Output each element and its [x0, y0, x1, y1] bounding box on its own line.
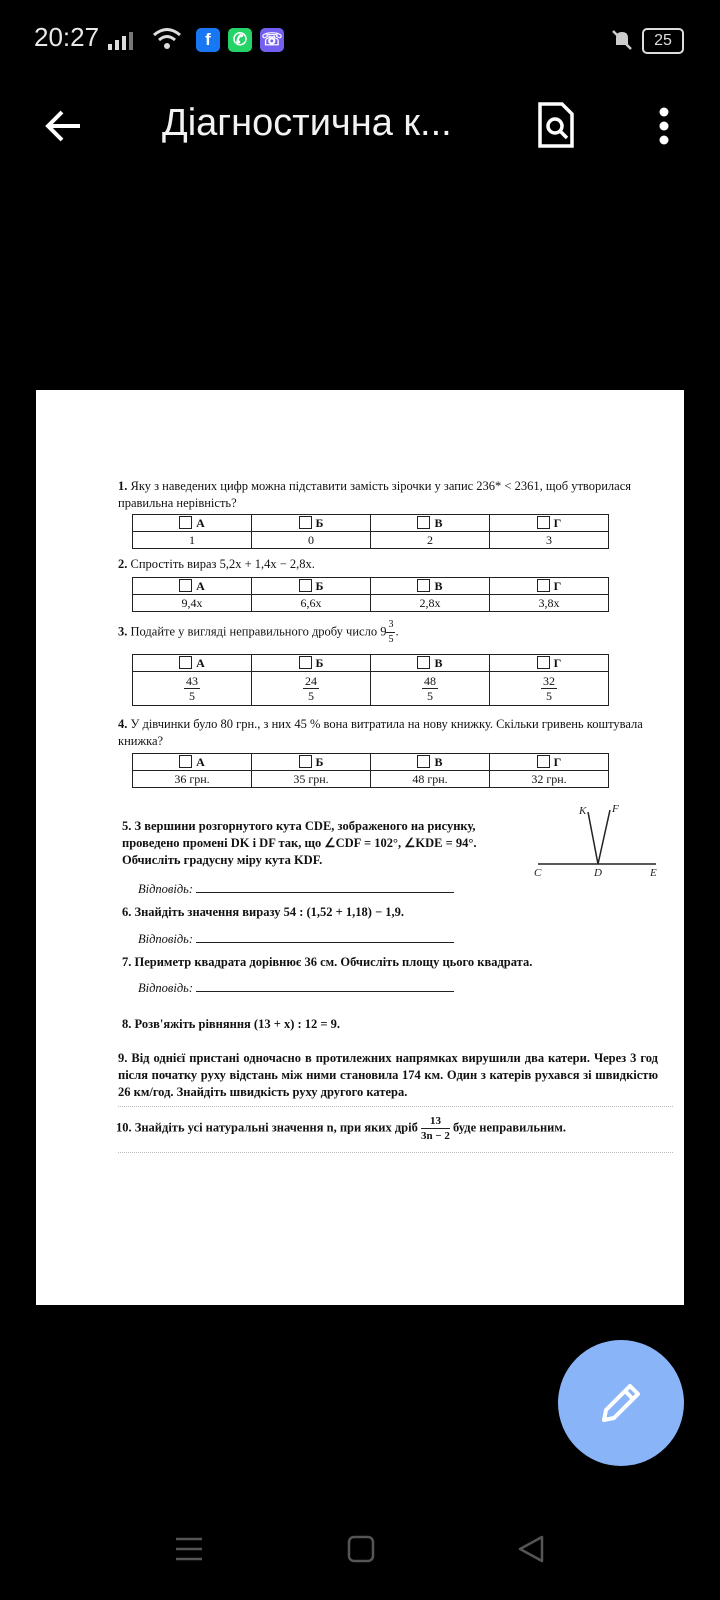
checkbox [417, 516, 430, 529]
question-10: 10. Знайдіть усі натуральні значення n, при яких дріб $\frac{13}{3n - 2}$ буде неправильним. [116, 1115, 567, 1142]
checkbox [537, 516, 550, 529]
question-9: 9. Від однієї пристані одночасно в протилежних напрямках вирушили два катери. Через 3 год після початку руху відстань між ними становила 174 км. Один з катерів рухався зі швидкістю 26 км/год. Знайдіть швидкість руху другого катера. [118, 1051, 658, 1099]
option-d[interactable]: Г [490, 515, 609, 532]
checkbox [299, 579, 312, 592]
checkbox [179, 755, 192, 768]
signal-icon [108, 32, 142, 50]
option-value: 2 [371, 532, 490, 549]
question-6: 6. Знайдіть значення виразу 54 : (1,52 + 1,18) − 1,9. [122, 905, 405, 919]
back-nav-icon[interactable] [516, 1534, 546, 1564]
phone-icon: ✆ [228, 28, 252, 52]
option-b[interactable]: Б [252, 578, 371, 595]
option-value: 6,6x [252, 595, 371, 612]
wifi-icon [152, 26, 182, 50]
option-a[interactable]: А [133, 578, 252, 595]
question-5: 5. З вершини розгорнутого кута CDE, зображеного на рисунку, проведено промені DK і DF так, що ∠CDF = 102°, ∠KDE = 94°. Обчисліть градусну міру кута KDF. [122, 819, 477, 867]
question-9-text: Від однієї пристані одночасно в протилежних напрямках вирушили два катери. Через 3 год після початку руху відстань між ними становила 174 км. Один з катерів рухався зі швидкістю 26 км/год. Знайдіть швидкість руху другого катера. [118, 1051, 658, 1099]
divider [118, 1152, 673, 1153]
checkbox [299, 755, 312, 768]
option-value: 9,4x [133, 595, 252, 612]
question-7: 7. Периметр квадрата дорівнює 36 см. Обчисліть площу цього квадрата. [122, 955, 533, 969]
answer-label: Відповідь: [138, 932, 194, 946]
edit-button[interactable] [558, 1340, 684, 1466]
option-b[interactable]: Б [252, 515, 371, 532]
option-b[interactable]: Б [252, 655, 371, 672]
option-a[interactable]: А [133, 754, 252, 771]
option-value: 36 грн. [133, 771, 252, 788]
option-a[interactable]: А [133, 655, 252, 672]
option-d[interactable]: Г [490, 578, 609, 595]
question-1: 1. Яку з наведених цифр можна підставити замість зірочки у запис 236* < 2361, щоб утворилася правильна нерівність? [118, 479, 632, 510]
question-4-text: У дівчинки було 80 грн., з них 45 % вона витратила на нову книжку. Скільки гривень коштувала книжка? [118, 717, 643, 748]
question-3: 3. Подайте у вигляді неправильного дробу число 9 $\frac{3}{5}$. [118, 619, 399, 645]
option-value: 0 [252, 532, 371, 549]
question-10-text: Знайдіть усі натуральні значення n, при яких дріб [134, 1120, 418, 1135]
answer-line[interactable] [196, 979, 454, 992]
option-a[interactable]: А [133, 515, 252, 532]
answer-line[interactable] [196, 880, 454, 893]
pencil-icon [596, 1378, 646, 1428]
option-value: 3,8x [490, 595, 609, 612]
checkbox [537, 755, 550, 768]
viber-icon: ☏ [260, 28, 284, 52]
answer-label: Відповідь: [138, 981, 194, 995]
home-icon[interactable] [346, 1534, 376, 1564]
checkbox [417, 755, 430, 768]
question-7-text: Периметр квадрата дорівнює 36 см. Обчисліть площу цього квадрата. [134, 955, 533, 969]
search-document-icon[interactable] [536, 102, 576, 148]
option-value: 32 грн. [490, 771, 609, 788]
option-value: 48 грн. [371, 771, 490, 788]
option-value: 3 [490, 532, 609, 549]
divider [118, 1106, 673, 1107]
answer-row-6 [138, 930, 454, 948]
checkbox [537, 656, 550, 669]
document-page[interactable] [36, 390, 684, 1305]
answer-table-4 [132, 753, 609, 788]
checkbox [179, 516, 192, 529]
label-k: K [579, 805, 587, 817]
answer-line[interactable] [196, 930, 454, 943]
option-c[interactable]: В [371, 655, 490, 672]
answer-label: Відповідь: [138, 882, 194, 896]
battery-indicator: 25 [642, 28, 684, 54]
checkbox [179, 656, 192, 669]
label-d: D [594, 867, 602, 876]
checkbox [299, 516, 312, 529]
option-value: 2,8x [371, 595, 490, 612]
answer-table-2 [132, 577, 609, 612]
checkbox [537, 579, 550, 592]
checkbox [417, 656, 430, 669]
angle-figure [526, 798, 676, 876]
option-fraction: $\frac{48}{5}$ [371, 672, 490, 706]
option-b[interactable]: Б [252, 754, 371, 771]
label-c: C [534, 867, 542, 876]
facebook-icon: f [196, 28, 220, 52]
option-fraction: $\frac{32}{5}$ [490, 672, 609, 706]
option-fraction: $\frac{24}{5}$ [252, 672, 371, 706]
answer-row-7 [138, 979, 454, 997]
more-options-icon[interactable] [658, 106, 670, 146]
option-d[interactable]: Г [490, 655, 609, 672]
answer-row-5 [138, 880, 454, 898]
option-c[interactable]: В [371, 515, 490, 532]
label-f: F [612, 803, 619, 815]
option-fraction: $\frac{43}{5}$ [133, 672, 252, 706]
option-value: 35 грн. [252, 771, 371, 788]
checkbox [417, 579, 430, 592]
question-8: 8. Розв'яжіть рівняння (13 + x) : 12 = 9. [122, 1017, 341, 1031]
option-c[interactable]: В [371, 754, 490, 771]
question-4: 4. У дівчинки було 80 грн., з них 45 % вона витратила на нову книжку. Скільки гривень коштувала книжка? [118, 717, 643, 748]
status-time: 20:27 [34, 22, 100, 52]
answer-table-3 [132, 654, 609, 706]
question-1-text: Яку з наведених цифр можна підставити замість зірочки у запис 236* < 2361, щоб утворилася правильна нерівність? [118, 479, 632, 510]
back-arrow-icon[interactable] [44, 108, 84, 144]
question-2-text: Спростіть вираз 5,2x + 1,4x − 2,8x. [130, 557, 315, 571]
question-3-text: Подайте у вигляді неправильного дробу число 9 [130, 624, 387, 639]
question-8-text: Розв'яжіть рівняння (13 + x) : 12 = 9. [134, 1017, 341, 1031]
option-c[interactable]: В [371, 578, 490, 595]
option-value: 1 [133, 532, 252, 549]
answer-table-1 [132, 514, 609, 549]
question-6-text: Знайдіть значення виразу 54 : (1,52 + 1,18) − 1,9. [134, 905, 405, 919]
checkbox [179, 579, 192, 592]
status-bar [0, 0, 720, 80]
question-2: 2. Спростіть вираз 5,2x + 1,4x − 2,8x. [118, 557, 315, 571]
option-d[interactable]: Г [490, 754, 609, 771]
document-title: Діагностична к... [162, 102, 452, 144]
label-e: E [650, 867, 657, 876]
mute-bell-icon [610, 28, 634, 52]
checkbox [299, 656, 312, 669]
question-5-text: З вершини розгорнутого кута CDE, зображеного на рисунку, проведено промені DK і DF так, що ∠CDF = 102°, ∠KDE = 94°. Обчисліть градусну міру кута KDF. [122, 819, 477, 867]
recent-apps-icon[interactable] [174, 1536, 204, 1562]
